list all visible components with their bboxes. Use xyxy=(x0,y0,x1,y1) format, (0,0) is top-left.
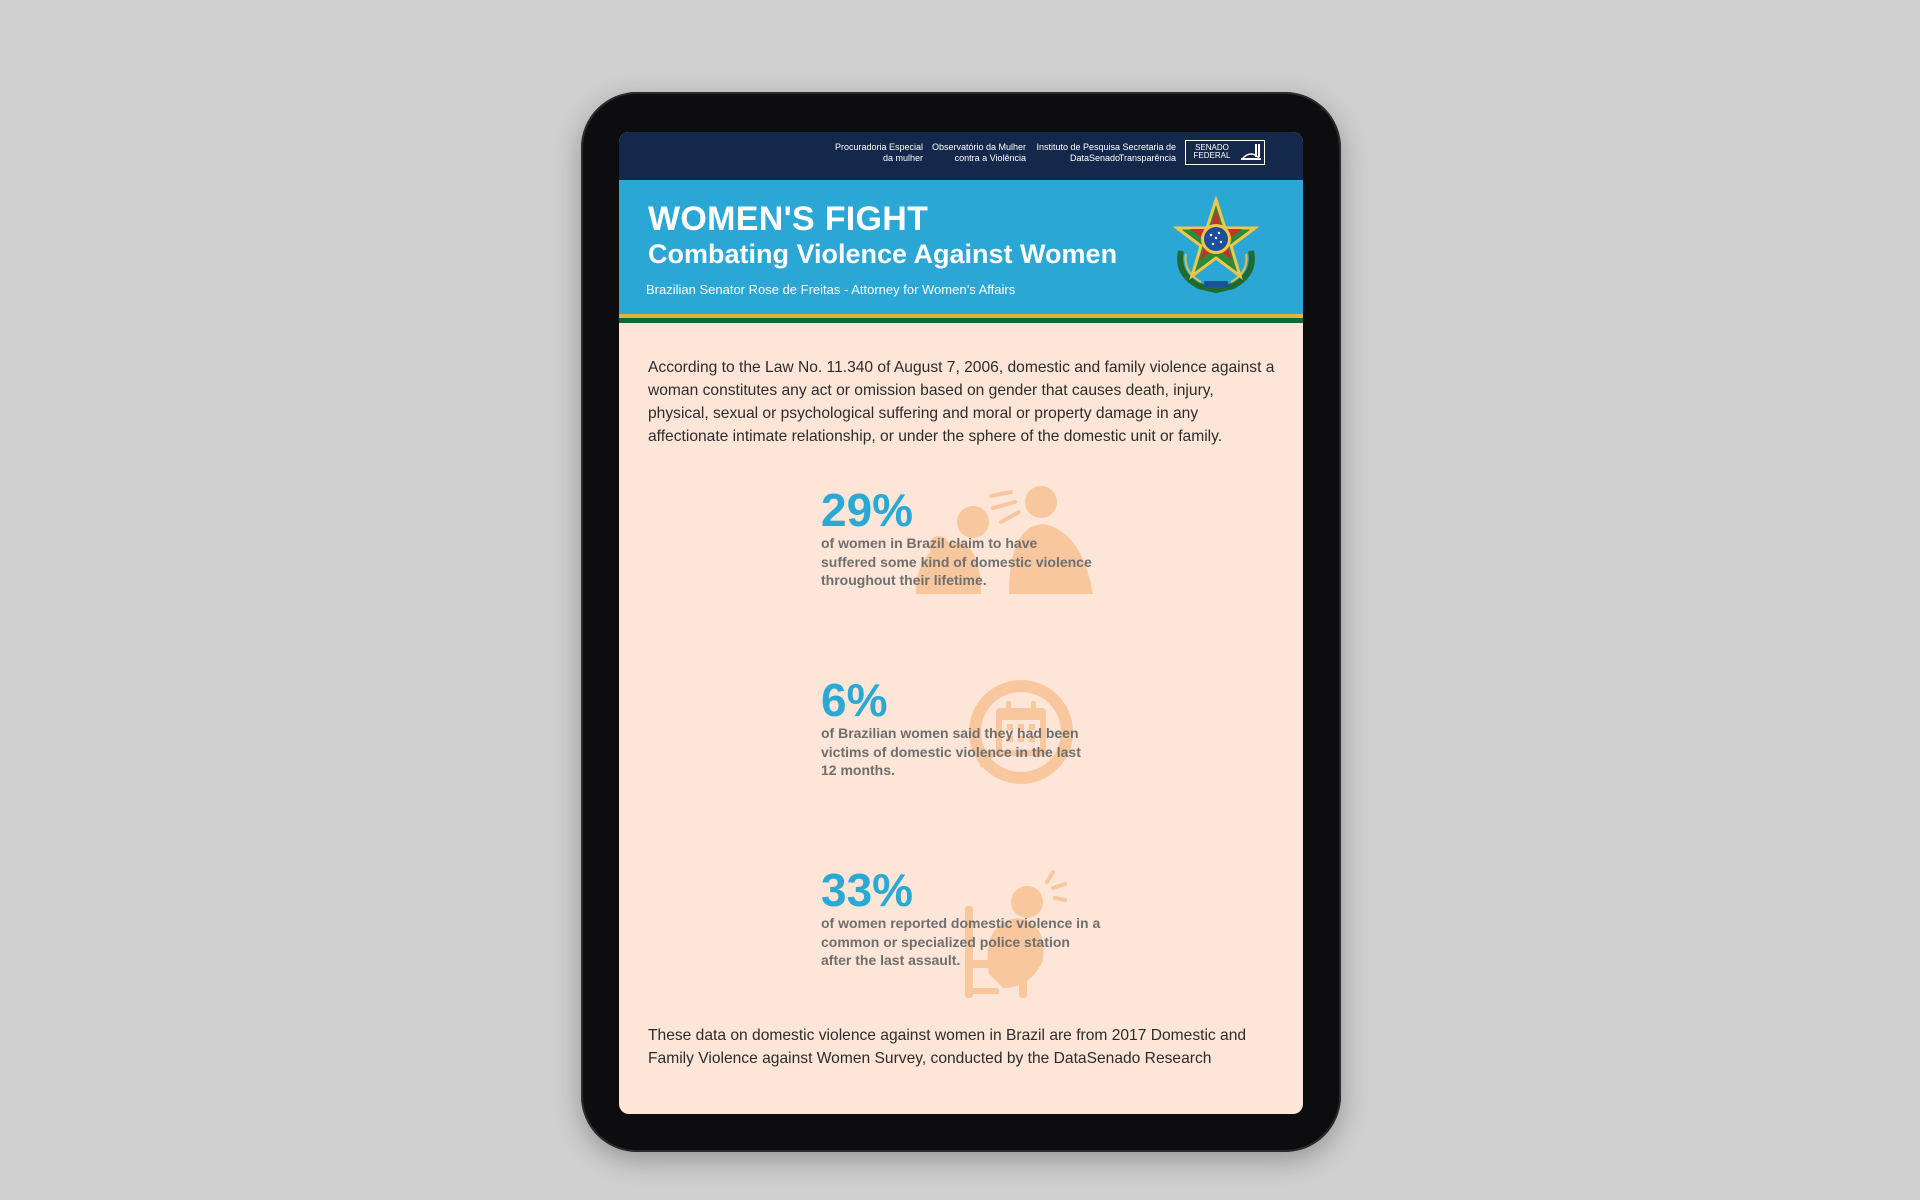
stat-block-last-year xyxy=(821,674,1141,794)
senado-logo-text: SENADO FEDERAL xyxy=(1193,143,1231,160)
title-banner xyxy=(619,180,1303,314)
partner-procuradoria: Procuradoria Especial da mulher xyxy=(834,142,923,163)
infographic-screen xyxy=(619,132,1303,1114)
stat-value: 33% xyxy=(821,864,914,916)
page-subtitle: Combating Violence Against Women xyxy=(648,239,1118,269)
partner-datasenado: Instituto de Pesquisa DataSenado xyxy=(1036,142,1120,163)
stat-description: of women reported domestic violence in a common or specialized police station after the last assault. xyxy=(821,915,1101,968)
stat-block-lifetime xyxy=(821,484,1141,604)
senado-building-icon xyxy=(1240,142,1262,163)
partner-bar xyxy=(619,132,1303,180)
stat-block-police-report xyxy=(821,864,1141,994)
stat-value: 6% xyxy=(821,674,888,726)
stat-value: 29% xyxy=(821,484,914,536)
partner-observatorio: Observatório da Mulher contra a Violência xyxy=(931,142,1026,163)
page-title: WOMEN'S FIGHT xyxy=(648,200,929,238)
green-stripe xyxy=(619,318,1303,323)
stat-description: of Brazilian women said they had been victims of domestic violence in the last 12 months. xyxy=(821,725,1081,778)
partner-transparencia: Secretaria de Transparência xyxy=(1118,142,1176,163)
brazil-coat-of-arms-icon xyxy=(1171,196,1261,296)
stat-description: of women in Brazil claim to have suffered some kind of domestic violence throughout their lifetime. xyxy=(821,535,1092,588)
author-byline: Brazilian Senator Rose de Freitas - Attorney for Women’s Affairs xyxy=(646,282,1016,297)
senado-federal-logo xyxy=(1185,140,1265,165)
law-definition-paragraph: According to the Law No. 11.340 of August 7, 2006, domestic and family violence against a woman constitutes any act or omission based on gender that causes death, injury, physical, sexual or psychological suffering and moral or property damage in any affectionate intimate relationship, or under the sphere of the domestic unit or family. xyxy=(648,359,1275,445)
source-note: These data on domestic violence against women in Brazil are from 2017 Domestic and Family Violence against Women Survey, conducted by the DataSenado Research xyxy=(648,1027,1247,1067)
